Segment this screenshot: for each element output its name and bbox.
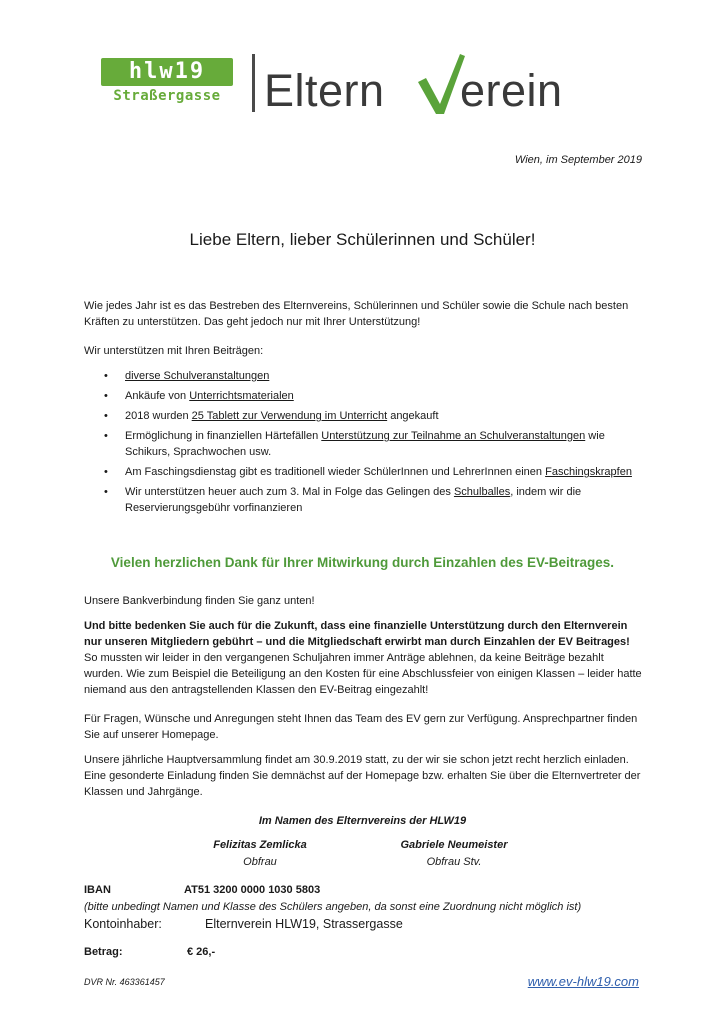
signatory-role: Obfrau Stv. [426,856,482,868]
membership-paragraph: Und bitte bedenken Sie auch für die Zukunft, dass eine finanzielle Unterstützung durch den Elternverein nur unseren Mitgliedern gebührt – und die Mitgliedschaft erwirbt man durch Einzahlen der EV Beitrages! So mussten wir leider in den vergangenen Schuljahren immer Anträge ablehnen, da keine Beiträge bezahlt wurden. Wie zum Beispiel die Beteiligung an den Kosten für eine Abschlussfeier von einigen Klassen – leider hatte niemand aus den antragstellenden Klassen den EV-Beitrag eingezahlt! [84,620,642,696]
assembly-paragraph: Unsere jährliche Hauptversammlung findet am 30.9.2019 statt, zu der wir sie schon jetzt recht herzlich einladen. Eine gesonderte Einladung finden Sie demnächst auf der Homepage bzw. erhalten Sie über die Elternvertreter der Klassen und Jahrgänge. [84,754,641,798]
logo-text-erein: erein [460,65,563,116]
questions-paragraph: Für Fragen, Wünsche und Anregungen steht Ihnen das Team des EV gern zur Verfügung. Ansprechpartner finden Sie auf unserer Homepage. [84,713,638,741]
owner-label: Kontoinhaber: [84,917,162,931]
letter-title: Liebe Eltern, lieber Schülerinnen und Schüler! [189,230,536,249]
dvr-number: DVR Nr. 463361457 [84,977,165,987]
list-item: • 2018 wurden 25 Tablett zur Verwendung im Unterricht angekauft [104,410,439,422]
signatory-name: Felizitas Zemlicka [213,839,307,851]
elternverein-logo [264,50,584,116]
logo-text-eltern: Eltern [264,65,385,116]
bullet-icon: • [104,370,108,382]
underlined-text: Faschingskrapfen [545,466,632,478]
letter-date: Wien, im September 2019 [514,154,642,166]
bullet-icon: • [104,486,108,498]
underlined-text: Unterstützung zur Teilnahme an Schulveranstaltungen [321,430,586,442]
list-item: • Wir unterstützen heuer auch zum 3. Mal in Folge das Gelingen des Schulballes, indem wir die Reservierungsgebühr vorfinanzieren [104,486,582,514]
owner-value: Elternverein HLW19, Strassergasse [205,917,403,931]
underlined-text: diverse Schulveranstaltungen [125,370,270,382]
list-item: • Ermöglichung in finanziellen Härtefällen Unterstützung zur Teilnahme an Schulveranstaltungen wie Schikurs, Sprachwochen usw. [104,430,605,458]
signatory-name: Gabriele Neumeister [400,839,508,851]
signatory-role: Obfrau [243,856,277,868]
signature-block [384,837,524,871]
list-item [84,368,644,384]
intro-paragraph: Wie jedes Jahr ist es das Bestreben des Elternvereins, Schülerinnen und Schüler sowie die Schule nach besten Kräften zu unterstützen. Das geht jedoch nur mit Ihrer Unterstützung! [84,300,629,328]
bullet-icon: • [104,410,108,422]
homepage-link[interactable]: www.ev-hlw19.com [527,974,639,989]
underlined-text: 25 Tablett zur Verwendung im Unterricht [191,410,388,422]
underlined-text: Schulballes [453,486,511,498]
bullet-icon: • [104,390,108,402]
logo-badge-text: hlw19 [128,59,206,84]
bullet-icon: • [104,430,108,442]
hlw19-logo [101,58,233,108]
signature-heading: Im Namen des Elternvereins der HLW19 [258,815,467,827]
logo-badge-subtitle: Straßergasse [113,88,221,104]
underlined-text: Unterrichtsmaterialen [189,390,294,402]
iban-hint: (bitte unbedingt Namen und Klasse des Schülers angeben, da sonst eine Zuordnung nicht möglich ist) [84,901,582,913]
logo-divider [252,54,255,112]
support-list [84,368,644,520]
list-item: • Ankäufe von Unterrichtsmaterialen [104,390,294,402]
signature-block [195,837,325,871]
amount-label: Betrag: [84,946,123,958]
list-item: • Am Faschingsdienstag gibt es traditionell wieder SchülerInnen und LehrerInnen einen Faschingskrapfen [104,466,632,478]
thanks-heading: Vielen herzlichen Dank für Ihrer Mitwirkung durch Einzahlen des EV-Beitrages. [110,555,615,570]
iban-value: AT51 3200 0000 1030 5803 [184,884,321,896]
amount-value: € 26,- [187,946,216,958]
bullet-icon: • [104,466,108,478]
checkmark-v-icon [416,52,466,116]
support-lead: Wir unterstützen mit Ihren Beiträgen: [84,345,264,357]
bank-note: Unsere Bankverbindung finden Sie ganz unten! [84,595,315,607]
iban-label: IBAN [84,884,111,896]
